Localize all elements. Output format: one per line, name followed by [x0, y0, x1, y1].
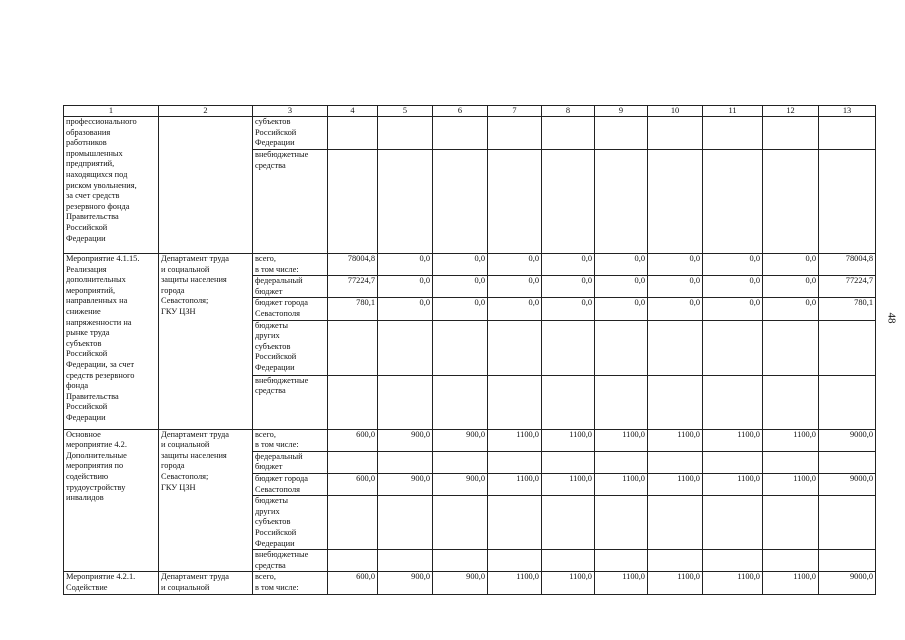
- value-cell: 9000,0: [819, 473, 876, 495]
- value-cell: 1100,0: [763, 429, 819, 451]
- source-other-subjects: бюджеты других субъектов Российской Федерации: [253, 496, 328, 550]
- value-cell: 1100,0: [542, 429, 595, 451]
- value-cell: 0,0: [542, 298, 595, 320]
- source-extrabudget: внебюджетные средства: [253, 150, 328, 254]
- table-row: [64, 572, 876, 594]
- value-cell: 0,0: [595, 276, 648, 298]
- value-cell: 900,0: [378, 429, 433, 451]
- value-cell: 0,0: [378, 298, 433, 320]
- header-row: [64, 106, 876, 117]
- value-cell: 0,0: [542, 276, 595, 298]
- value-cell: 900,0: [433, 572, 488, 594]
- value-cell: 0,0: [703, 276, 763, 298]
- value-cell: 900,0: [378, 473, 433, 495]
- value-cell: 1100,0: [648, 473, 703, 495]
- value-cell: 1100,0: [703, 473, 763, 495]
- header-cell: 9: [595, 106, 648, 117]
- table-row: [64, 254, 876, 276]
- source-other-subjects: субъектов Российской Федерации: [253, 117, 328, 150]
- value-cell: 1100,0: [648, 429, 703, 451]
- value-cell: 0,0: [488, 276, 542, 298]
- source-total: всего, в том числе:: [253, 254, 328, 276]
- value-cell: 0,0: [595, 298, 648, 320]
- value-cell: 1100,0: [488, 473, 542, 495]
- source-federal: федеральный бюджет: [253, 276, 328, 298]
- value-cell: 780,1: [819, 298, 876, 320]
- header-cell: 7: [488, 106, 542, 117]
- value-cell: 0,0: [763, 254, 819, 276]
- header-cell: 4: [328, 106, 378, 117]
- value-cell: 9000,0: [819, 429, 876, 451]
- value-cell: 0,0: [763, 298, 819, 320]
- value-cell: 1100,0: [595, 429, 648, 451]
- table-row: [64, 117, 876, 150]
- value-cell: 78004,8: [819, 254, 876, 276]
- value-cell: 9000,0: [819, 572, 876, 594]
- value-cell: 0,0: [703, 298, 763, 320]
- value-cell: 1100,0: [595, 473, 648, 495]
- value-cell: 0,0: [648, 254, 703, 276]
- budget-table: [63, 105, 876, 595]
- value-cell: 900,0: [433, 429, 488, 451]
- value-cell: 1100,0: [703, 429, 763, 451]
- header-cell: 6: [433, 106, 488, 117]
- value-cell: 900,0: [433, 473, 488, 495]
- header-cell: 12: [763, 106, 819, 117]
- header-cell: 5: [378, 106, 433, 117]
- value-cell: 780,1: [328, 298, 378, 320]
- value-cell: 1100,0: [763, 572, 819, 594]
- value-cell: 0,0: [378, 254, 433, 276]
- value-cell: 0,0: [763, 276, 819, 298]
- value-cell: 1100,0: [648, 572, 703, 594]
- source-extrabudget: внебюджетные средства: [253, 375, 328, 429]
- value-cell: 900,0: [378, 572, 433, 594]
- header-cell: 8: [542, 106, 595, 117]
- source-extrabudget: внебюджетные средства: [253, 550, 328, 572]
- value-cell: 0,0: [648, 298, 703, 320]
- header-cell: 2: [159, 106, 253, 117]
- activity-name: профессионального образования работников промышленных предприятий, находящихся под риском увольнения, за счет средств резервного фонда Правительства Российской Федерации: [64, 117, 159, 254]
- value-cell: 0,0: [433, 254, 488, 276]
- value-cell: 0,0: [542, 254, 595, 276]
- executor-cell: Департамент труда и социальной защиты населения города Севастополя; ГКУ ЦЗН: [159, 429, 253, 572]
- source-other-subjects: бюджеты других субъектов Российской Федерации: [253, 320, 328, 375]
- value-cell: 0,0: [488, 298, 542, 320]
- value-cell: 0,0: [703, 254, 763, 276]
- value-cell: 600,0: [328, 429, 378, 451]
- executor-cell: Департамент труда и социальной: [159, 572, 253, 594]
- executor-cell: [159, 117, 253, 254]
- table-row: [64, 429, 876, 451]
- value-cell: 600,0: [328, 473, 378, 495]
- page-number: 48: [885, 312, 898, 324]
- source-total: всего, в том числе:: [253, 572, 328, 594]
- header-cell: 10: [648, 106, 703, 117]
- activity-name: Мероприятие 4.2.1. Содействие: [64, 572, 159, 594]
- source-city: бюджет города Севастополя: [253, 473, 328, 495]
- value-cell: 0,0: [378, 276, 433, 298]
- value-cell: 0,0: [433, 298, 488, 320]
- value-cell: 1100,0: [595, 572, 648, 594]
- value-cell: 77224,7: [328, 276, 378, 298]
- value-cell: 1100,0: [488, 429, 542, 451]
- value-cell: 0,0: [648, 276, 703, 298]
- header-cell: 3: [253, 106, 328, 117]
- source-total: всего, в том числе:: [253, 429, 328, 451]
- activity-name: Мероприятие 4.1.15. Реализация дополнительных мероприятий, направленных на снижение напряженности на рынке труда субъектов Российской Федерации, за счет средств резервного фонда Правительства Российской Федерации: [64, 254, 159, 430]
- value-cell: 0,0: [488, 254, 542, 276]
- value-cell: 1100,0: [488, 572, 542, 594]
- activity-name: Основное мероприятие 4.2. Дополнительные мероприятия по содействию трудоустройству инвалидов: [64, 429, 159, 572]
- value-cell: 78004,8: [328, 254, 378, 276]
- value-cell: 1100,0: [542, 473, 595, 495]
- value-cell: 0,0: [433, 276, 488, 298]
- executor-cell: Департамент труда и социальной защиты населения города Севастополя; ГКУ ЦЗН: [159, 254, 253, 430]
- header-cell: 1: [64, 106, 159, 117]
- source-city: бюджет города Севастополя: [253, 298, 328, 320]
- value-cell: 1100,0: [763, 473, 819, 495]
- value-cell: 0,0: [595, 254, 648, 276]
- header-cell: 11: [703, 106, 763, 117]
- value-cell: 600,0: [328, 572, 378, 594]
- value-cell: 1100,0: [542, 572, 595, 594]
- header-cell: 13: [819, 106, 876, 117]
- value-cell: 1100,0: [703, 572, 763, 594]
- value-cell: 77224,7: [819, 276, 876, 298]
- source-federal: федеральный бюджет: [253, 451, 328, 473]
